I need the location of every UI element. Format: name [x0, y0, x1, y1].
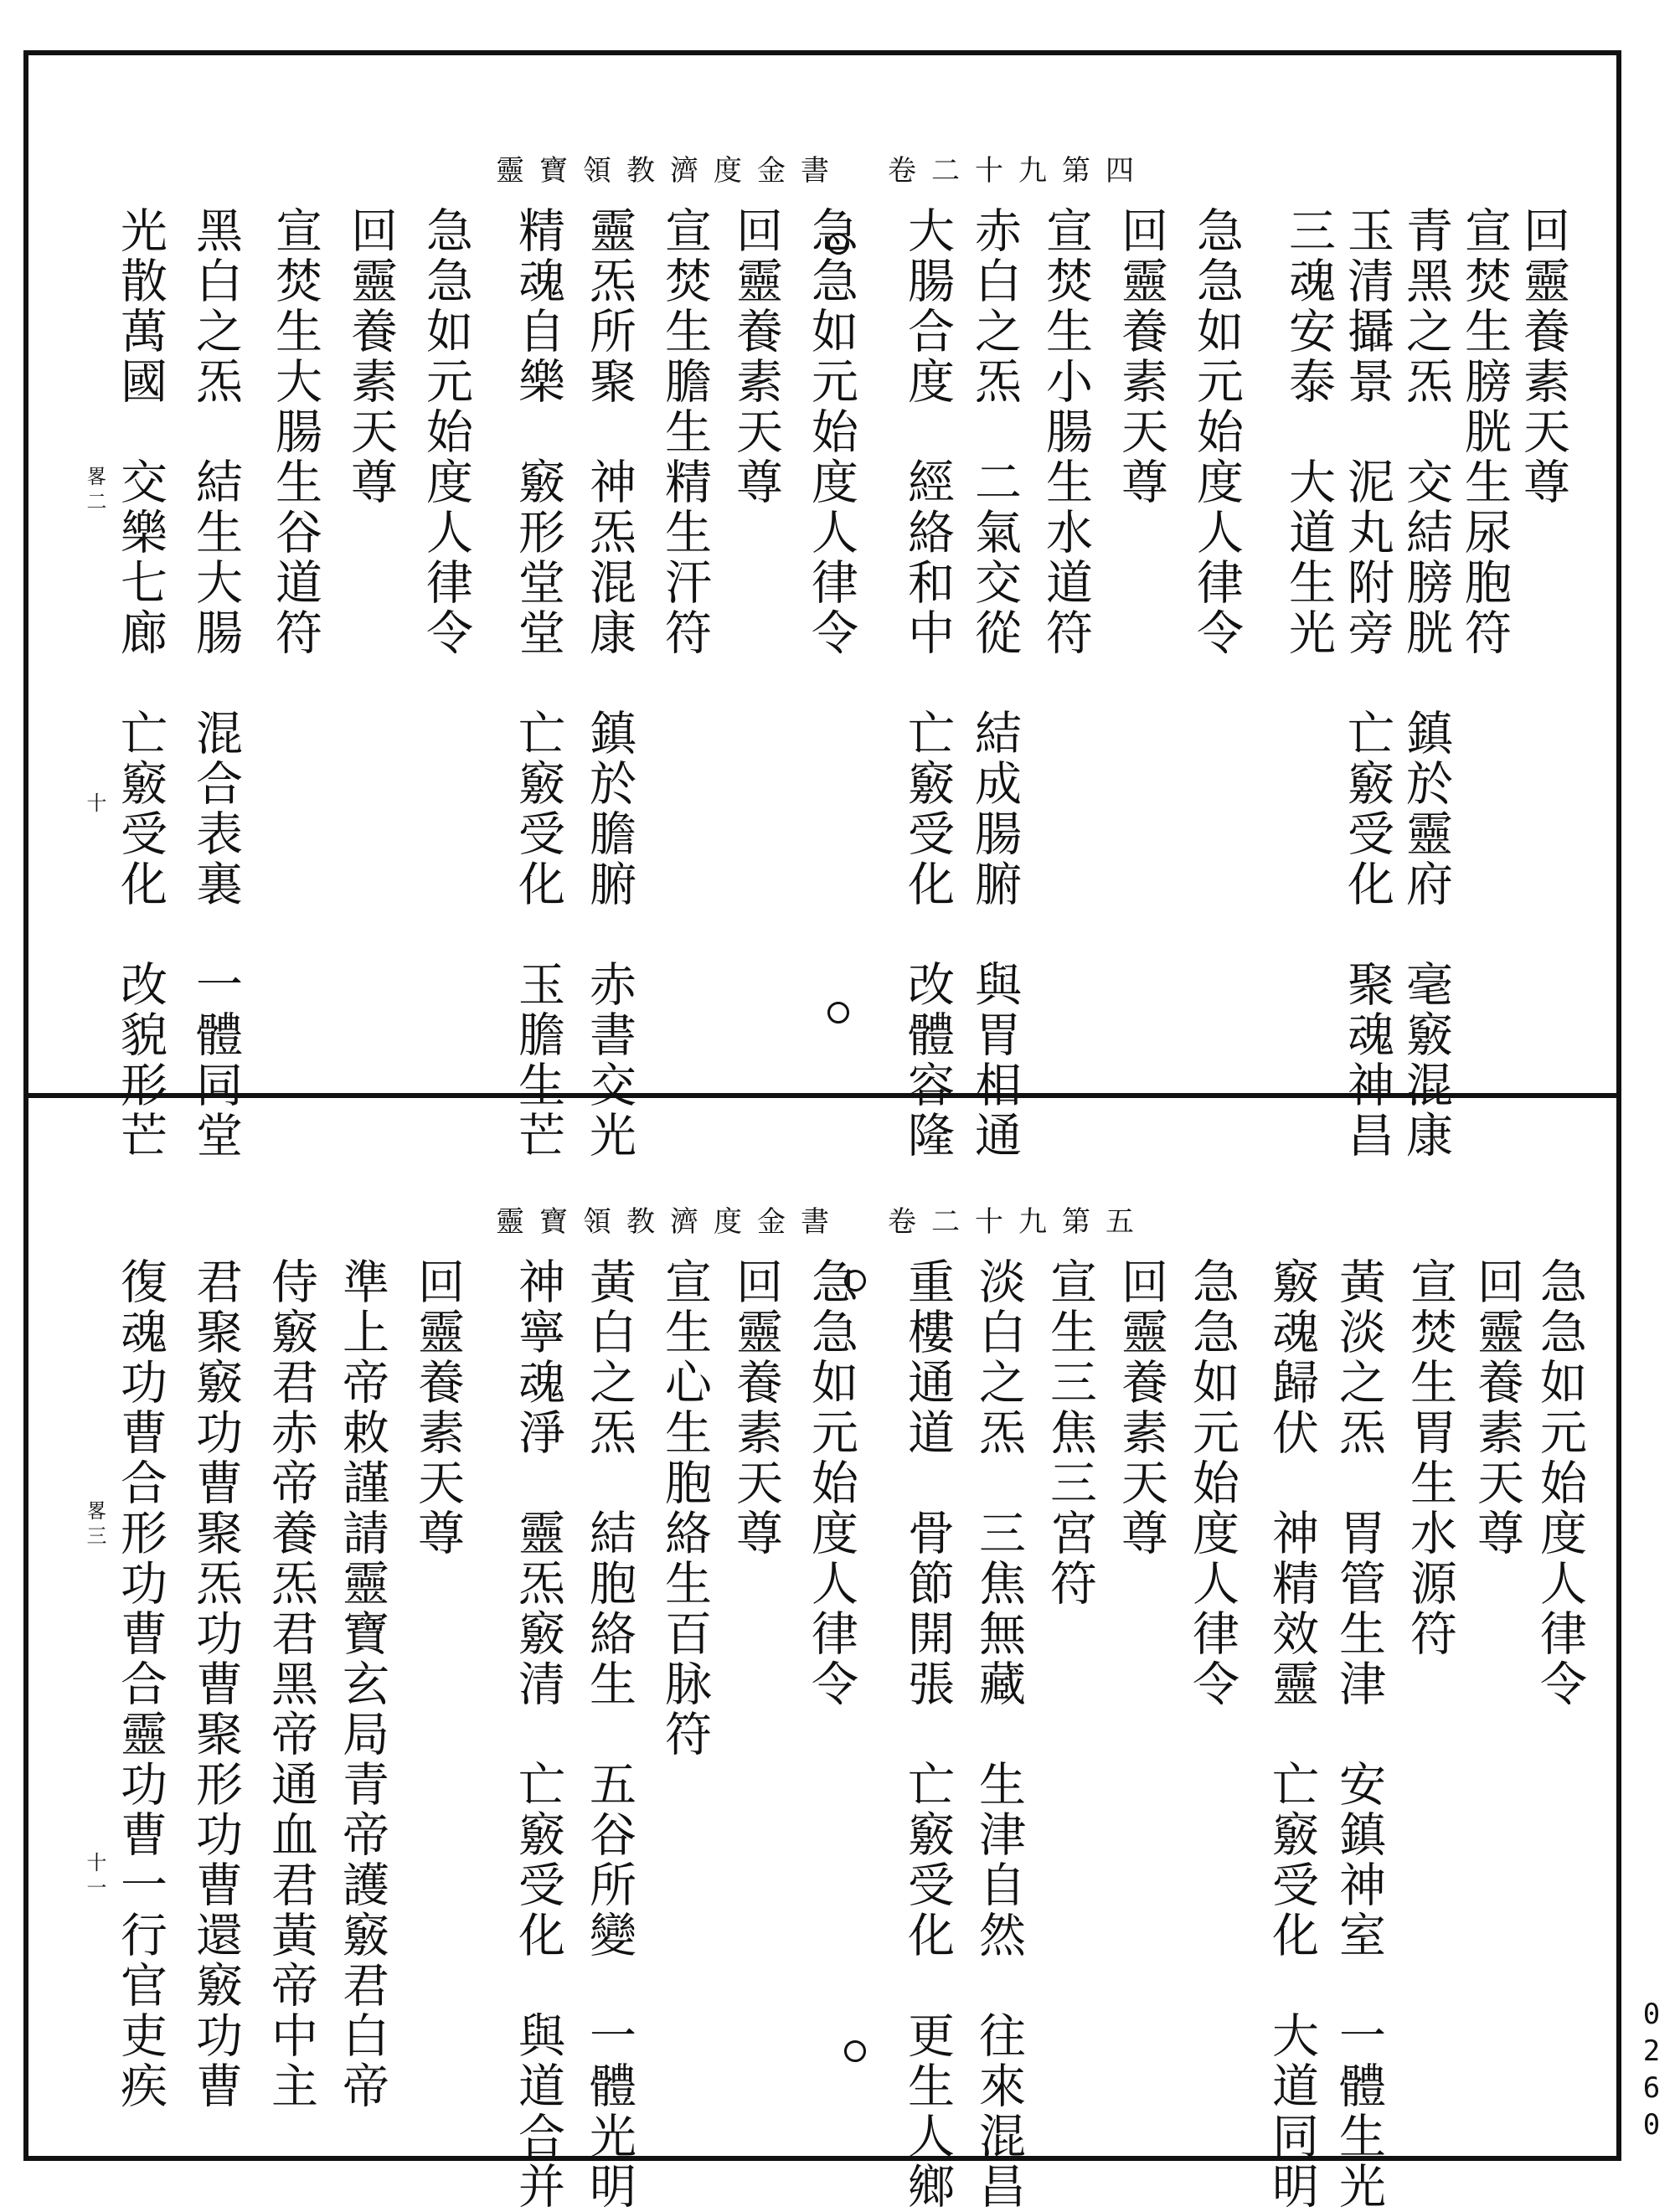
text-column: 急急如元始度人律令 — [419, 206, 473, 658]
bottom-footer-right: 十一 — [83, 1852, 106, 1902]
text-column: 三魂安泰 大道生光 — [1281, 206, 1336, 658]
text-column: 復魂功曹合形功曹合靈功曹一行官吏疾 — [113, 1257, 168, 2111]
text-column: 宣焚生膽生精生汗符 — [657, 206, 712, 658]
text-column: 宣焚生大腸生谷道符 — [268, 206, 322, 658]
text-column: 青黑之炁 交結膀胱 鎮於靈府 毫竅混康 — [1399, 206, 1453, 1161]
circle-mark — [844, 1270, 866, 1292]
text-column: 回靈養素天尊 — [729, 1257, 783, 1559]
text-column: 回靈養素天尊 — [1114, 1257, 1168, 1559]
text-column: 急急如元始度人律令 — [1189, 206, 1244, 658]
top-page-header: 靈寶領教濟度金書 卷二十九第四 — [496, 154, 1149, 188]
text-column: 竅魂歸伏 神精效靈 亡竅受化 大道同明 — [1265, 1257, 1319, 2212]
text-column: 回靈養素天尊 — [729, 206, 783, 508]
text-column: 宣焚生胃生水源符 — [1403, 1257, 1457, 1659]
bottom-page-header: 靈寶領教濟度金書 卷二十九第五 — [496, 1205, 1149, 1239]
text-column: 宣焚生膀胱生尿胞符 — [1457, 206, 1512, 658]
top-page — [28, 55, 1616, 1161]
text-column: 光散萬國 交樂七廊 亡竅受化 改貌形芒 — [113, 206, 168, 1161]
text-column: 靈炁所聚 神炁混康 鎮於膽腑 赤書交光 — [582, 206, 636, 1161]
text-column: 急急如元始度人律令 — [1533, 1257, 1587, 1709]
circle-mark — [844, 2040, 866, 2062]
text-column: 急急如元始度人律令 — [804, 206, 858, 658]
text-column: 回靈養素天尊 — [1470, 1257, 1524, 1559]
top-footer-right: 十 — [83, 792, 106, 817]
text-column: 精魂自樂 竅形堂堂 亡竅受化 玉膽生芒 — [511, 206, 565, 1161]
text-column: 宣焚生小腸生水道符 — [1038, 206, 1093, 658]
text-column: 回靈養素天尊 — [343, 206, 398, 508]
text-column: 玉清攝景 泥丸附旁 亡竅受化 聚魂神昌 — [1340, 206, 1394, 1161]
text-column: 大腸合度 經絡和中 亡竅受化 改體容隆 — [900, 206, 955, 1161]
text-column: 宣生三焦三宮符 — [1043, 1257, 1097, 1609]
text-column: 黃淡之炁 胃管生津 安鎮神室 一體生光 — [1332, 1257, 1386, 2212]
text-column: 赤白之炁 二氣交從 結成腸腑 與胃相通 — [967, 206, 1022, 1161]
circle-mark — [827, 1002, 849, 1024]
text-column: 重樓通道 骨節開張 亡竅受化 更生人鄉 — [900, 1257, 955, 2212]
text-column: 神寧魂淨 靈炁竅清 亡竅受化 與道合并 — [511, 1257, 565, 2212]
circle-mark — [827, 233, 849, 255]
bottom-footer-left: 畧三 — [83, 1500, 106, 1550]
text-column: 急急如元始度人律令 — [1185, 1257, 1240, 1709]
text-column: 君聚竅功曹聚炁功曹聚形功曹還竅功曹 — [188, 1257, 243, 2111]
text-column: 黃白之炁 結胞絡生 五谷所變 一體光明 — [582, 1257, 636, 2212]
text-column: 宣生心生胞絡生百脉符 — [657, 1257, 712, 1760]
top-footer-left: 畧二 — [83, 466, 106, 516]
text-column: 急急如元始度人律令 — [804, 1257, 858, 1709]
text-column: 淡白之炁 三焦無藏 生津自然 往來混昌 — [972, 1257, 1026, 2212]
text-column: 侍竅君赤帝養炁君黑帝通血君黃帝中主 — [264, 1257, 318, 2111]
text-column: 回靈養素天尊 — [410, 1257, 465, 1559]
page-number: 0260 — [1635, 1998, 1668, 2145]
text-column: 準上帝敕謹請靈寶玄局青帝護竅君白帝 — [335, 1257, 389, 2111]
text-column: 回靈養素天尊 — [1516, 206, 1570, 508]
bottom-page — [28, 1098, 1616, 2212]
text-column: 黑白之炁 結生大腸 混合表裏 一體同堂 — [188, 206, 243, 1161]
text-column: 回靈養素天尊 — [1114, 206, 1168, 508]
